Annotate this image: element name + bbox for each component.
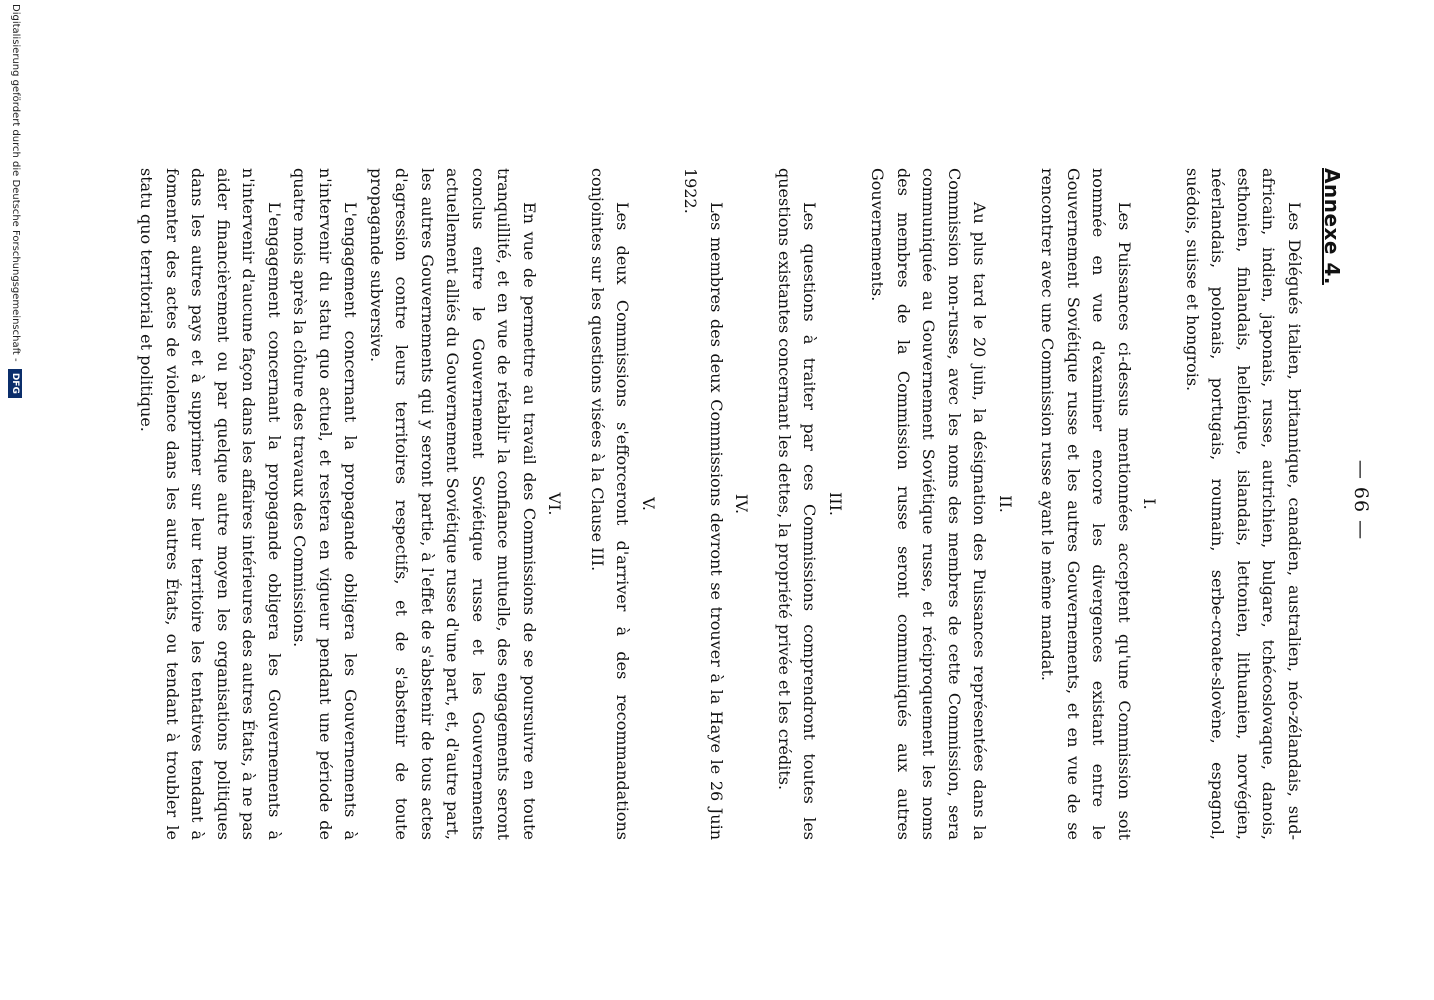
section-paragraph: Les Puissances ci-dessus mentionnées acceptent qu'une Commission soit nommée en vue d'examiner encore les divergences existant entre le Gouvernement Soviétique russe et les autres Gouvernements, et en vue de se rencontrer avec une Commission russe ayant le même mandat. [1038,168,1134,840]
section-6 [134,168,568,840]
section-paragraph: L'engagement concernant la propagande obligera les Gouvernements à n'intervenir du statu quo actuel, et restera en vigueur pendant une période de quatre mois après la clôture des travaux des Commissions. [290,168,361,840]
section-heading: V. [639,497,658,511]
section-paragraph: L'engagement concernant la propagande obligera les Gouvernements à n'intervenir d'aucune façon dans les affaires intérieures des autres États, à ne pas aider financièrement ou par quelque autre moyen les organisations politiques dans les autres pays et à supprimer sur leur territoire les tentatives tendant à fomenter des actes de violence dans les autres États, ou tendant à troubler le statu quo territorial et politique. [137,168,284,840]
section-1 [1035,168,1163,840]
section-5 [585,168,662,840]
dfg-logo: DFG [8,369,22,398]
digitization-credit [8,4,22,398]
intro-paragraph: Les Délégués italien, britannique, canadien, australien, néo-zélandais, sud-africain, indien, japonais, russe, autrichien, bulgare, tchécoslovaque, danois, esthonien, finlandais, hellénique, islandais, lettonien, lithuanien, norvégien, néerlandais, polonais, portugais, roumain, serbe-croate-slovène, espagnol, suédois, suisse et hongrois. [1183,168,1304,840]
section-3 [772,168,849,840]
section-paragraph: Les deux Commissions s'efforceront d'arriver à des recommandations conjointes sur les questions visées à la Clause III. [588,168,633,840]
section-heading: VI. [545,492,565,516]
section-heading: I. [1140,498,1160,510]
section-heading: II. [996,495,1015,513]
section-paragraph: Au plus tard le 20 juin, la désignation des Puissances représentées dans la Commission non-russe, avec les noms des membres de cette Commission, sera communiquée au Gouvernement Soviétique russe, et réciproquement les noms des membres de la Commission russe seront communiqués aux autres Gouvernements. [868,168,990,840]
section-2 [865,168,1018,840]
section-paragraph: En vue de permettre au travail des Commissions de se poursuivre en toute tranquillité, et en vue de rétablir la confiance mutuelle, des engagements seront conclus entre le Gouvernement Soviétique russe et les Gouvernements actuellement alliés du Gouvernement Soviétique russe d'une part, et, d'autre part, les autres Gouvernements qui y seront partie, à l'effet de s'abstenir de tous actes d'agression contre leurs territoires respectifs, et de s'abstenir de toute propagande subversive. [367,168,539,840]
section-paragraph: Les membres des deux Commissions devront se trouver à la Haye le 26 Juin 1922. [681,168,726,840]
page-number: — 66 — [1350,459,1372,541]
section-paragraph: Les questions à traiter par ces Commissions comprendront toutes les questions existantes concernant les dettes, la propriété privée et les crédits. [775,168,820,840]
section-4 [678,168,755,840]
section-heading: IV. [732,493,752,515]
document-body [134,168,1324,840]
credit-text: Digitalisierung gefördert durch die Deutsche Forschungsgemeinschaft - [10,4,21,362]
annex-title: Annexe 4. [1320,168,1344,285]
section-heading: III. [826,491,845,517]
